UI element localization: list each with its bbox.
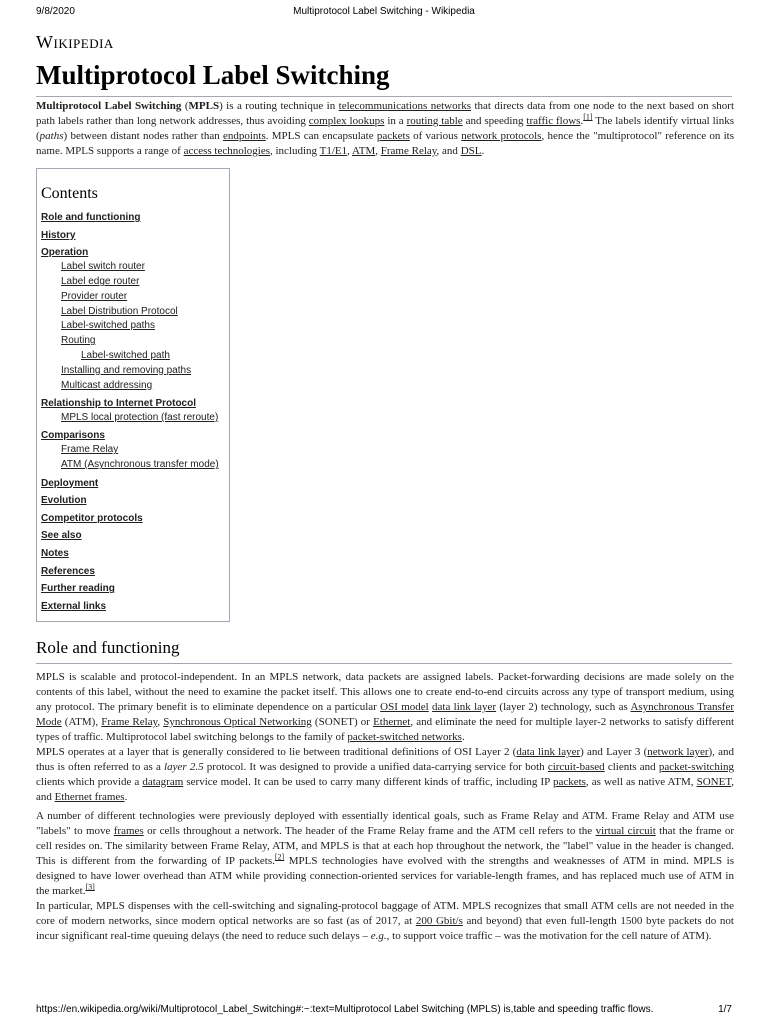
link-datagram[interactable]: datagram [142, 776, 184, 788]
text: ), and thus is often referred to as a [36, 746, 735, 773]
toc-item-role-and-functioning[interactable] [41, 211, 225, 225]
link-data-link-layer[interactable]: data link layer [432, 701, 497, 713]
text: of various [409, 130, 462, 142]
toc-item-provider-router[interactable] [41, 290, 225, 305]
page-title: Multiprotocol Label Switching [36, 58, 732, 97]
toc-item-label-switched-paths[interactable] [41, 319, 225, 334]
reference-1[interactable]: [1] [583, 112, 593, 122]
text: . [124, 791, 128, 803]
table-of-contents [36, 168, 230, 622]
toc-item-frame-relay[interactable] [41, 443, 225, 458]
toc-item-see-also[interactable] [41, 529, 225, 543]
link-sonet[interactable]: SONET [696, 776, 732, 788]
toc-list [41, 211, 225, 614]
text: that directs data from one node to the next based on short path labels rather than long network addresses, thus avoiding [36, 100, 735, 127]
text: MPLS operates at a layer that is generally considered to lie between traditional definitions of OSI Layer 2 ( [36, 746, 517, 758]
toc-item-references[interactable] [41, 565, 225, 579]
toc-title: Contents [41, 185, 98, 202]
link-synchronous-optical-networking[interactable]: Synchronous Optical Networking [163, 716, 312, 728]
toc-item-installing-and-removing-paths[interactable] [41, 364, 225, 379]
intro-term: Multiprotocol Label Switching [36, 100, 182, 112]
text: ) between distant nodes rather than [63, 130, 223, 142]
text: , and [36, 776, 734, 803]
section-paragraph-1 [36, 670, 734, 745]
toc-item-multicast-addressing[interactable] [41, 379, 225, 394]
text: , [347, 145, 353, 157]
toc-item-label: ATM (Asynchronous transfer mode) [61, 459, 219, 471]
toc-item-label-switch-router[interactable] [41, 260, 225, 275]
section-paragraph-4 [36, 899, 734, 944]
toc-item-label: Evolution [41, 495, 87, 507]
link-frame-relay[interactable]: Frame Relay [101, 716, 158, 728]
link-packets[interactable]: packets [376, 130, 410, 142]
reference-3[interactable]: [3] [85, 882, 95, 892]
text: that the frame or cell resides on. The similarity between Frame Relay, ATM, and MPLS is that at each hop throughout the network, the "label" value in the header is changed. This is different from the forwarding of IP packets. [36, 825, 734, 867]
toc-item-label: Routing [61, 335, 96, 347]
text: , [375, 145, 381, 157]
text: A number of different technologies were previously deployed with essentially identical goals, such as Frame Relay and ATM. Frame Relay and ATM use "labels" to move [36, 810, 734, 837]
link-endpoints[interactable]: endpoints [222, 130, 266, 142]
text: , including [270, 145, 320, 157]
text: and speeding [462, 115, 527, 127]
intro-paragraph: Multiprotocol Label Switching (MPLS) is a routing technique in telecommunications networks that directs data from one node to the next based on short path labels rather than long network addresses, thus avoiding complex lookups in a routing table and speeding traffic flows.[1] The labels identify virtual links (paths) between distant nodes rather than endpoints. MPLS can encapsulate packets of various network protocols, hence the "multiprotocol" reference on its name. MPLS supports a range of access technologies, including T1/E1, ATM, Frame Relay, and DSL. [36, 100, 735, 157]
toc-item-label-edge-router[interactable] [41, 275, 225, 290]
toc-item-label: Competitor protocols [41, 512, 143, 524]
link-asynchronous-transfer-mode[interactable]: Asynchronous Transfer Mode [36, 701, 734, 728]
section-paragraph-3 [36, 809, 734, 899]
link-network-protocols[interactable]: network protocols [461, 130, 542, 142]
toc-item-label: Notes [41, 547, 69, 559]
toc-item-relationship-to-internet-protocol[interactable] [41, 397, 225, 411]
section-paragraph-2 [36, 745, 734, 805]
text: service model. It can be used to carry many different kinds of traffic, including IP [183, 776, 553, 788]
toc-item-history[interactable] [41, 229, 225, 243]
link-200-gbit-s[interactable]: 200 Gbit/s [415, 915, 463, 927]
toc-item-label-distribution-protocol[interactable] [41, 305, 225, 320]
print-date: 9/8/2020 [36, 6, 75, 17]
text: , to support voice traffic – was the motivation for the cell nature of ATM). [386, 930, 712, 942]
toc-item-label: Comparisons [41, 430, 105, 442]
emphasis-eg: e.g. [370, 930, 387, 942]
text: is a routing technique in [222, 100, 339, 112]
toc-item-further-reading[interactable] [41, 582, 225, 596]
toc-item-atm[interactable] [41, 458, 225, 473]
text: and beyond) that even full-length 1500 byte packets do not incur significant real-time queuing delays (the need to reduce such delays – [36, 915, 734, 942]
toc-item-label: Frame Relay [61, 444, 119, 456]
link-atm[interactable]: ATM [352, 145, 376, 157]
toc-item-label-switched-path[interactable] [41, 349, 225, 364]
print-page-number: 1/7 [718, 1004, 732, 1015]
toc-item-label: Relationship to Internet Protocol [41, 397, 197, 409]
text: MPLS technologies have evolved with the strengths and weaknesses of ATM in mind. MPLS is designed to have lower overhead than ATM while providing connection-oriented services for variable-length frames, and has replaced much use of ATM in the market. [36, 855, 734, 897]
text: . [481, 145, 485, 157]
text: . [461, 731, 465, 743]
text: in a [384, 115, 407, 127]
toc-item-routing[interactable] [41, 334, 225, 349]
toc-item-label: Multicast addressing [61, 379, 153, 391]
link-telecommunications-networks[interactable]: telecommunications networks [338, 100, 472, 112]
text: In particular, MPLS dispenses with the cell-switching and signaling-protocol baggage of ATM. MPLS recognizes that small ATM cells are not needed in the core of modern networks, since modern optical networks are so fast (as of 2017, at [36, 900, 734, 927]
toc-item-comparisons[interactable] [41, 429, 225, 443]
link-access-technologies[interactable]: access technologies [183, 145, 270, 157]
toc-item-label: Label-switched path [81, 349, 170, 361]
text: MPLS is scalable and protocol-independent. In an MPLS network, data packets are assigned labels. Packet-forwarding decisions are made solely on the contents of this label, without the need to examine the packet itself. This allows one to create end-to-end circuits across any type of transport medium, using any protocol. The primary benefit is to eliminate dependence on a particular [36, 671, 734, 713]
toc-item-mpls-local-protection[interactable] [41, 411, 225, 426]
text: (layer 2) technology, such as [496, 701, 631, 713]
text: clients which provide a [36, 776, 143, 788]
wikipedia-logo[interactable]: Wikipedia [36, 32, 114, 52]
intro-abbr: MPLS [188, 100, 220, 112]
text: , [157, 716, 164, 728]
text: (SONET) or [311, 716, 374, 728]
text: The labels identify virtual links ( [36, 115, 734, 142]
link-network-layer[interactable]: network layer [647, 746, 709, 758]
print-footer [0, 1004, 768, 1018]
toc-item-label: External links [41, 600, 107, 612]
link-packet-switching[interactable]: packet-switching [658, 761, 734, 773]
text: , as well as native ATM, [585, 776, 697, 788]
print-header [0, 6, 768, 20]
emphasis-layer-2-5: layer 2.5 [164, 761, 204, 773]
link-frame-relay[interactable]: Frame Relay [380, 145, 437, 157]
text: , and eliminate the need for multiple layer-2 networks to satisfy different types of traffic. Multiprotocol label switching belongs to the family of [36, 716, 734, 743]
toc-item-competitor-protocols[interactable] [41, 512, 225, 526]
toc-item-label: Role and functioning [41, 212, 141, 223]
toc-item-label: Further reading [41, 583, 115, 595]
toc-item-label: See also [41, 530, 82, 542]
text: protocol. It was designed to provide a unified data-carrying service for both [203, 761, 548, 773]
toc-item-label: Deployment [41, 477, 99, 489]
print-page-title: Multiprotocol Label Switching - Wikipedia [293, 6, 475, 17]
toc-item-notes[interactable] [41, 547, 225, 561]
link-circuit-based[interactable]: circuit-based [547, 761, 605, 773]
toc-item-operation[interactable] [41, 246, 225, 260]
text: or cells throughout a network. The header of the Frame Relay frame and the ATM cell refers to the [143, 825, 596, 837]
toc-item-label: Label switch router [61, 261, 145, 273]
toc-item-label: Label edge router [61, 275, 140, 287]
print-url: https://en.wikipedia.org/wiki/Multiprotocol_Label_Switching#:~:text=Multiprotocol Label Switching (MPLS) is,table and speeding traffic flows. [36, 1004, 654, 1015]
toc-item-label: Installing and removing paths [61, 364, 192, 376]
toc-item-evolution[interactable] [41, 494, 225, 508]
toc-item-deployment[interactable] [41, 477, 225, 491]
toc-item-label: MPLS local protection (fast reroute) [61, 411, 219, 423]
link-ethernet[interactable]: Ethernet [373, 716, 411, 728]
link-traffic-flows[interactable]: traffic flows [526, 115, 581, 127]
section-heading-role-and-functioning: Role and functioning [36, 637, 732, 664]
link-complex-lookups[interactable]: complex lookups [308, 115, 385, 127]
toc-item-label: Label-switched paths [61, 320, 155, 332]
link-t1-e1[interactable]: T1/E1 [319, 145, 348, 157]
link-ethernet-frames[interactable]: Ethernet frames [54, 791, 125, 803]
text: , hence the "multiprotocol" reference on its name. MPLS supports a range of [36, 130, 735, 157]
link-data-link-layer[interactable]: data link layer [516, 746, 581, 758]
toc-item-label: References [41, 565, 95, 577]
link-routing-table[interactable]: routing table [406, 115, 463, 127]
link-frames[interactable]: frames [113, 825, 144, 837]
link-virtual-circuit[interactable]: virtual circuit [595, 825, 656, 837]
link-dsl[interactable]: DSL [460, 145, 482, 157]
emphasis-paths: paths [39, 130, 64, 142]
toc-item-external-links[interactable] [41, 600, 225, 614]
reference-2[interactable]: [2] [274, 852, 285, 862]
toc-item-label: History [41, 229, 76, 241]
toc-item-label: Provider router [61, 290, 128, 302]
link-packets[interactable]: packets [552, 776, 586, 788]
text: (ATM), [61, 716, 102, 728]
link-packet-switched-networks[interactable]: packet-switched networks [347, 731, 462, 743]
text: , and [436, 145, 461, 157]
toc-item-label: Label Distribution Protocol [61, 305, 178, 317]
text: . MPLS can encapsulate [265, 130, 377, 142]
toc-item-label: Operation [41, 247, 89, 259]
text: clients and [604, 761, 659, 773]
link-osi-model[interactable]: OSI model [380, 701, 429, 713]
text: ) and Layer 3 ( [580, 746, 648, 758]
